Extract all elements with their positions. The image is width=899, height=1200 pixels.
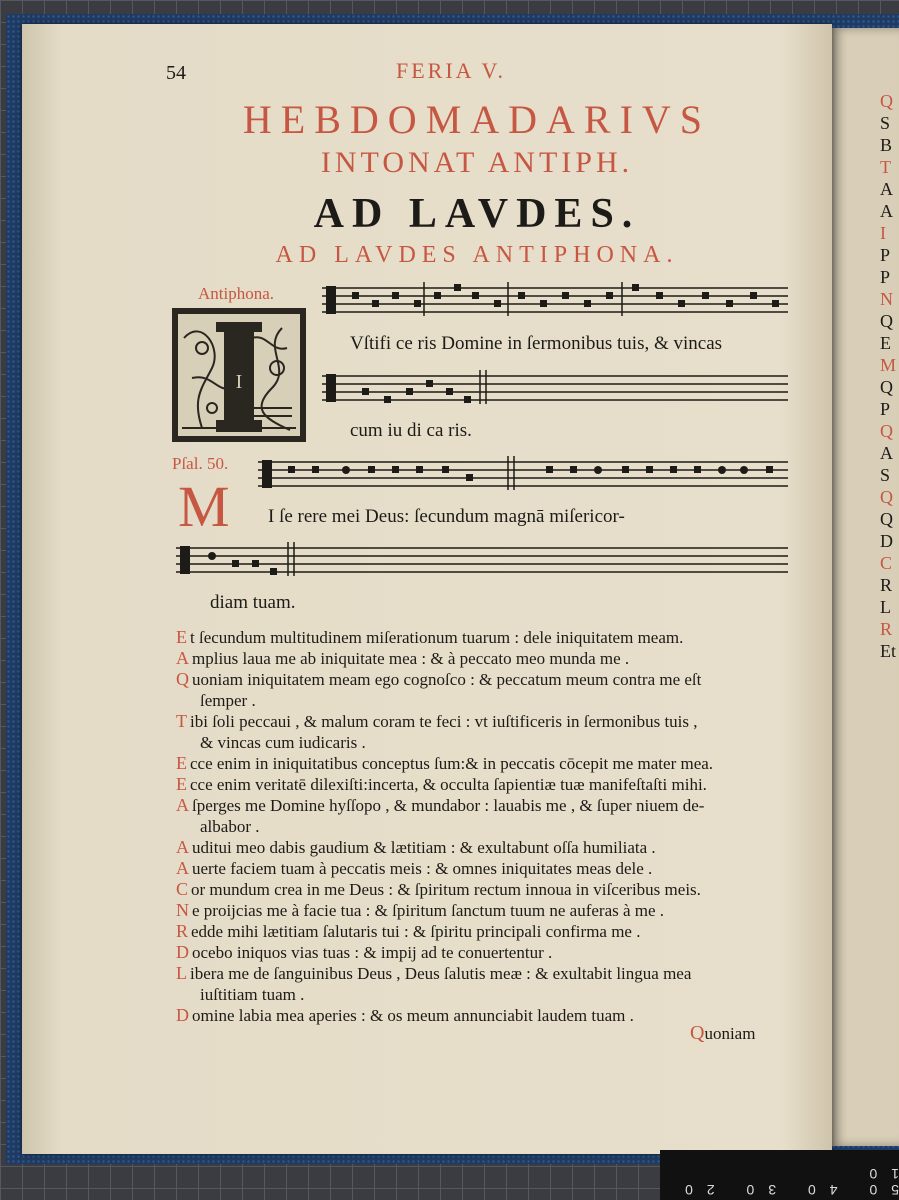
verse-line (176, 942, 796, 963)
ruler-numbers: 50 40 30 20 10 (671, 1166, 899, 1198)
facing-page-letter: S (880, 465, 891, 485)
facing-page-letter: Q (880, 377, 893, 397)
facing-page-letter: E (880, 333, 891, 353)
facing-page-letter: Q (880, 487, 893, 507)
facing-page-letter: Q (880, 509, 893, 529)
facing-page-letter: S (880, 113, 891, 133)
verse-text: edde mihi lætitiam ſalutaris tui : & ſpiritu principali confirma me . (191, 922, 641, 941)
antiphon-staff-1 (322, 282, 788, 322)
psalm-staff-2 (176, 542, 788, 582)
verse-line (176, 648, 796, 669)
title-antiphona: AD LAVDES ANTIPHONA. (275, 242, 679, 268)
verse-text: cce enim in iniquitatibus conceptus ſum:& in peccatis cōcepit me mater mea. (190, 754, 714, 773)
facing-page-letter: P (880, 399, 891, 419)
facing-page-letter: T (880, 157, 891, 177)
catchword-initial: Q (690, 1022, 705, 1044)
verse-initial: R (176, 921, 189, 941)
verse-initial: D (176, 1005, 189, 1025)
verse-line (176, 627, 796, 648)
facing-page-letter: Q (880, 421, 893, 441)
verse-initial: A (176, 648, 189, 668)
verse-text: ibi ſoli peccaui , & malum coram te feci : vt iuſtificeris in ſermonibus tuis , (190, 712, 698, 731)
psalm-verses (176, 627, 796, 1026)
title-intonat: INTONAT ANTIPH. (320, 146, 634, 179)
title-hebdomadarius: HEBDOMADARIVS (242, 97, 712, 142)
facing-page-letter: Et (880, 641, 896, 661)
facing-page-letter: N (880, 289, 893, 309)
page-number: 54 (166, 62, 186, 84)
title-ad-laudes: AD LAVDES. (313, 191, 641, 237)
verse-text: uoniam iniquitatem meam ego cognoſco : & peccatum meum contra me eſt (192, 670, 702, 689)
verse-text: t ſecundum multitudinem miſerationum tuarum : dele iniquitatem meam. (190, 628, 684, 647)
facing-page-letter: Q (880, 311, 893, 331)
verse-text: cce enim veritatē dilexiſti:incerta, & occulta ſapientiæ tuæ manifeſtaſti mihi. (190, 775, 707, 794)
verse-line (176, 963, 796, 1005)
verse-initial: E (176, 627, 187, 647)
verse-continuation: albabor . (200, 817, 260, 836)
facing-page-letter: R (880, 575, 893, 595)
verse-line (176, 900, 796, 921)
psalm-staff-1 (258, 456, 788, 496)
verse-initial: A (176, 837, 189, 857)
facing-page-letter: Q (880, 91, 893, 111)
verse-text: omine labia mea aperies : & os meum annunciabit laudem tuam . (192, 1006, 634, 1025)
verse-initial: D (176, 942, 189, 962)
verse-line (176, 858, 796, 879)
verse-initial: C (176, 879, 189, 899)
verse-text: uditui meo dabis gaudium & lætitiam : & exultabunt oſſa humiliata . (192, 838, 656, 857)
verse-line (176, 669, 796, 711)
psalm-lyric-2: diam tuam. (210, 592, 296, 613)
verse-text: or mundum crea in me Deus : & ſpiritum rectum innoua in viſceribus meis. (191, 880, 701, 899)
verse-initial: Q (176, 669, 189, 689)
verse-line (176, 837, 796, 858)
verse-initial: L (176, 963, 187, 983)
antiphon-lyric-1: Vſtifi ce ris Domine in ſermonibus tuis, & vincas (350, 333, 723, 354)
verse-initial: A (176, 858, 189, 878)
catchword-text: uoniam (704, 1024, 756, 1043)
facing-page-letter: A (880, 443, 893, 463)
verse-text: mplius laua me ab iniquitate mea : & à peccato meo munda me . (192, 649, 630, 668)
facing-page-letter: R (880, 619, 893, 639)
facing-page-letter: P (880, 245, 891, 265)
facing-page-letter: P (880, 267, 891, 287)
woodcut-illustration-icon (172, 308, 306, 442)
verse-continuation: & vincas cum iudicaris . (200, 733, 366, 752)
facing-page-letter: B (880, 135, 893, 155)
verse-initial: A (176, 795, 189, 815)
verse-initial: E (176, 753, 187, 773)
verse-continuation: ſemper . (200, 691, 256, 710)
verse-text: e proijcias me à facie tua : & ſpiritum ſanctum tuum ne auferas à me . (192, 901, 665, 920)
facing-page-letter: A (880, 179, 893, 199)
psalm-label: Pſal. 50. (172, 454, 229, 473)
running-title: FERIA V. (396, 58, 507, 83)
facing-page-letter: C (880, 553, 893, 573)
antiphona-label: Antiphona. (198, 284, 275, 303)
woodcut-initial (172, 308, 306, 442)
verse-line (176, 774, 796, 795)
verse-line (176, 879, 796, 900)
verse-text: ſperges me Domine hyſſopo , & mundabor : lauabis me , & ſuper niuem de- (192, 796, 705, 815)
verse-line (176, 711, 796, 753)
antiphon-staff-2 (322, 370, 788, 410)
verse-text: uerte faciem tuam à peccatis meis : & omnes iniquitates meas dele . (192, 859, 653, 878)
verse-line (176, 921, 796, 942)
verse-line (176, 795, 796, 837)
verse-continuation: iuſtitiam tuam . (200, 985, 305, 1004)
facing-page-letter: A (880, 201, 893, 221)
facing-page-letter: L (880, 597, 891, 617)
verse-initial: T (176, 711, 187, 731)
facing-page-letter: M (880, 355, 897, 375)
verse-text: ibera me de ſanguinibus Deus , Deus ſalutis meæ : & exultabit lingua mea (190, 964, 692, 983)
verse-initial: N (176, 900, 189, 920)
facing-page-letter: D (880, 531, 893, 551)
verse-line (176, 753, 796, 774)
psalm-initial: M (178, 474, 230, 539)
catchword (690, 1022, 755, 1045)
psalm-lyric-1: I ſe rere mei Deus: ſecundum magnā miſericor- (268, 506, 625, 527)
facing-page-letters (880, 90, 899, 662)
verse-initial: E (176, 774, 187, 794)
facing-page-letter: I (880, 223, 886, 243)
verse-text: ocebo iniquos vias tuas : & impij ad te conuertentur . (192, 943, 553, 962)
antiphon-lyric-2: cum iu di ca ris. (350, 420, 472, 441)
svg-text:I: I (235, 371, 243, 393)
